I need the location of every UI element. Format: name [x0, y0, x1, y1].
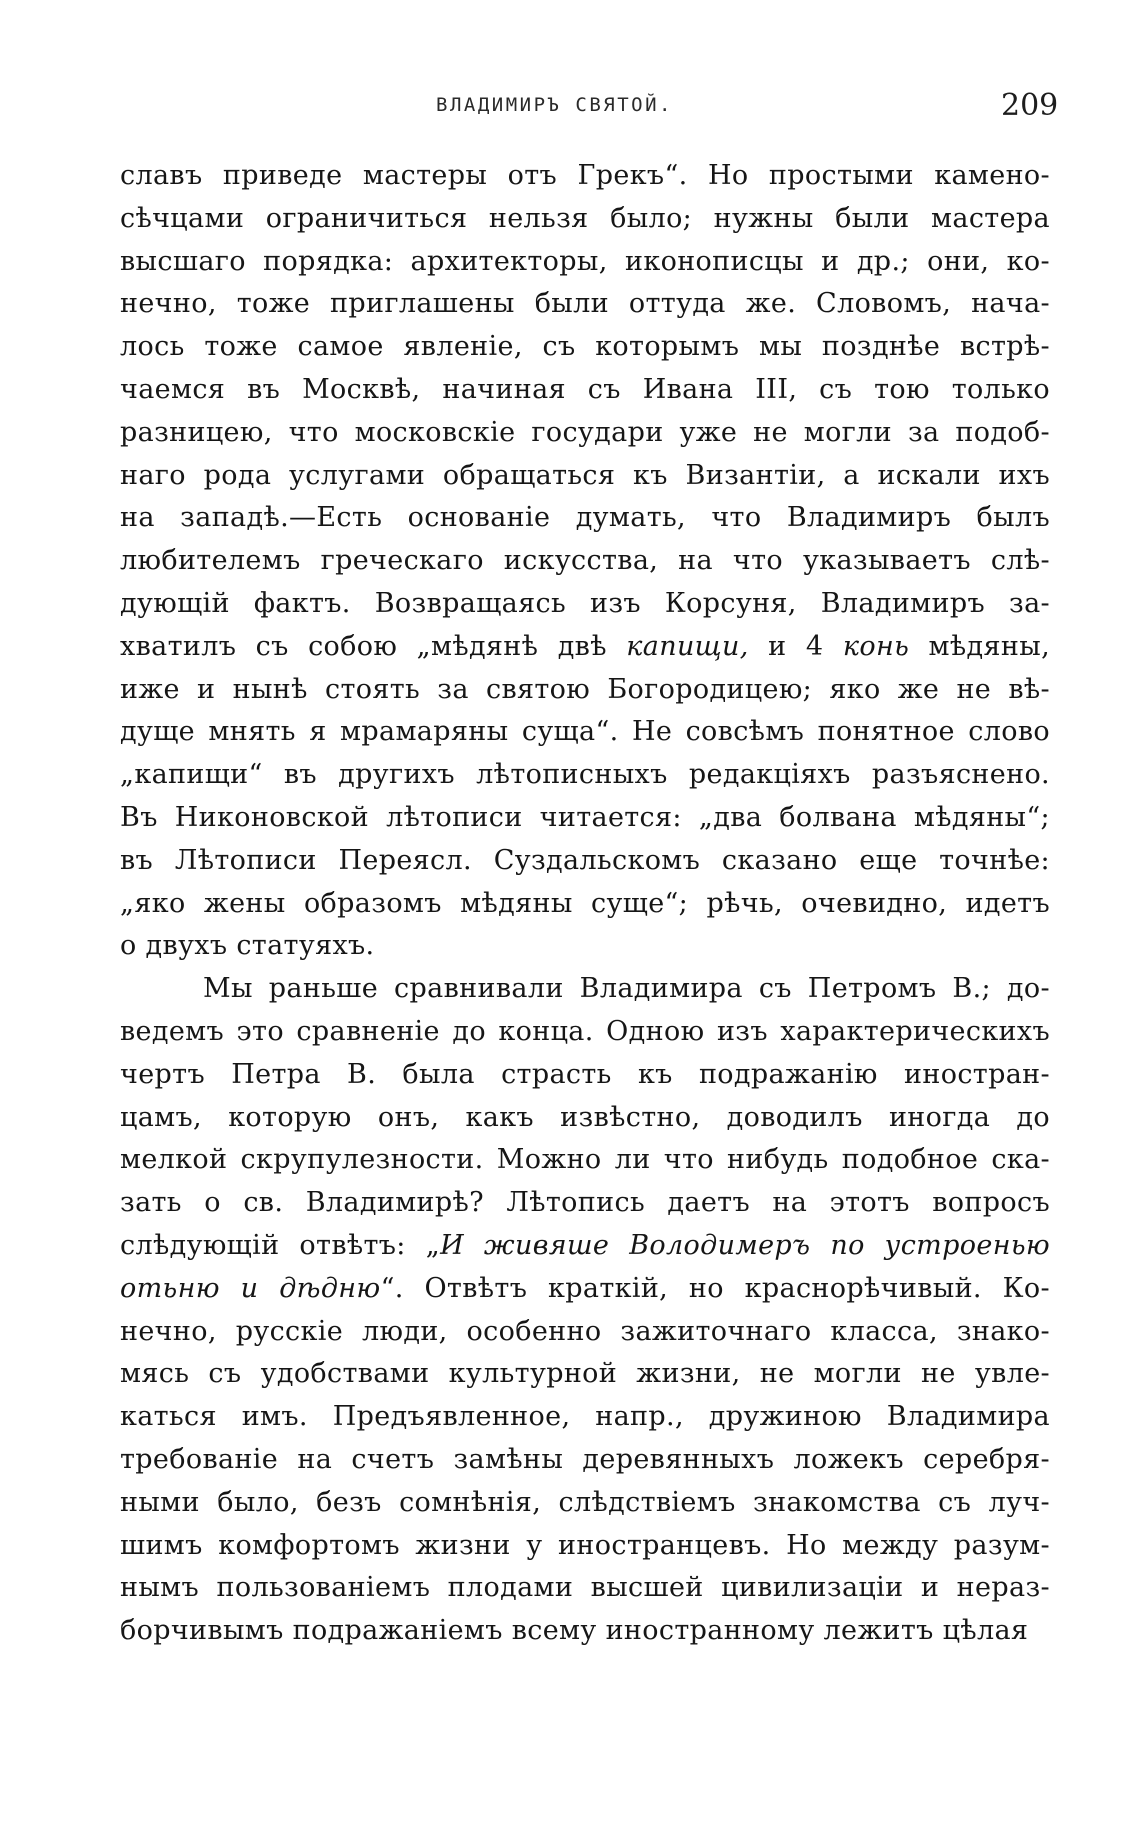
- text-run: Въ Никоновской лѣтописи читается: „два болвана мѣдяны“;: [120, 801, 1050, 833]
- text-run: Мы раньше сравнивали Владимира съ Петромъ В.; до-: [203, 973, 1050, 1005]
- text-run: цамъ, которую онъ, какъ извѣстно, доводилъ иногда до: [120, 1101, 1050, 1133]
- text-run: о двухъ статуяхъ.: [120, 930, 375, 962]
- text-line: [120, 669, 1050, 712]
- text-run: шимъ комфортомъ жизни у иностранцевъ. Но между разум-: [120, 1529, 1050, 1561]
- text-line: [120, 455, 1050, 498]
- text-line: [120, 369, 1050, 412]
- text-line: [120, 711, 1050, 754]
- text-run: зать о св. Владимирѣ? Лѣтопись даетъ на этотъ вопросъ: [120, 1187, 1050, 1219]
- text-run: на западѣ.—Есть основаніе думать, что Владимиръ былъ: [120, 502, 1050, 534]
- text-line: [120, 283, 1050, 326]
- text-run: хватилъ съ собою „мѣдянѣ двѣ: [120, 630, 627, 662]
- text-run: нечно, тоже приглашены были оттуда же. Словомъ, нача-: [120, 288, 1050, 320]
- text-line: [120, 241, 1050, 284]
- text-run: дующій фактъ. Возвращаясь изъ Корсуня, Владимиръ за-: [120, 587, 1050, 619]
- text-line: [120, 1482, 1050, 1525]
- text-run: нымъ пользованіемъ плодами высшей цивилизаціи и нераз-: [120, 1572, 1050, 1604]
- text-run: мелкой скрупулезности. Можно ли что нибудь подобное ска-: [120, 1144, 1050, 1176]
- text-run: наго рода услугами обращаться къ Византіи, а искали ихъ: [120, 459, 1050, 491]
- text-line: [120, 497, 1050, 540]
- text-run: каться имъ. Предъявленное, напр., дружиною Владимира: [120, 1401, 1050, 1433]
- text-run: дуще мнять я мрамаряны суща“. Не совсѣмъ понятное слово: [120, 716, 1050, 748]
- text-line: [120, 754, 1050, 797]
- text-line: [120, 1353, 1050, 1396]
- text-line: [120, 883, 1050, 926]
- text-run: слѣдующій отвѣтъ: „: [120, 1229, 441, 1261]
- italic-quote: отьню и дѣдню: [120, 1272, 381, 1304]
- text-line: [120, 1011, 1050, 1054]
- body-text: [120, 155, 1050, 1653]
- text-run: ными было, безъ сомнѣнія, слѣдствіемъ знакомства съ луч-: [120, 1486, 1050, 1518]
- text-run: мясь съ удобствами культурной жизни, не могли не увле-: [120, 1358, 1050, 1390]
- text-line: [120, 1567, 1050, 1610]
- text-run: славъ приведе мастеры отъ Грекъ“. Но простыми камено-: [120, 160, 1050, 191]
- text-line: [120, 583, 1050, 626]
- text-line: [120, 1054, 1050, 1097]
- italic-quote: И живяше Володимеръ по устроенью: [440, 1229, 1050, 1261]
- text-line: [120, 412, 1050, 455]
- text-run: требованіе на счетъ замѣны деревянныхъ ложекъ серебря-: [120, 1443, 1050, 1475]
- text-run: и 4: [748, 630, 843, 662]
- text-line: [120, 1439, 1050, 1482]
- text-line: [120, 968, 1050, 1011]
- text-line: [120, 626, 1050, 669]
- text-line: [120, 1396, 1050, 1439]
- running-head: [0, 88, 1140, 128]
- text-line: [120, 797, 1050, 840]
- text-run: „яко жены образомъ мѣдяны суще“; рѣчь, очевидно, идетъ: [120, 887, 1050, 919]
- text-run: борчивымъ подражаніемъ всему иностранному лежитъ цѣлая: [120, 1615, 1029, 1647]
- text-run: сѣчцами ограничиться нельзя было; нужны были мастера: [120, 202, 1050, 234]
- text-line: [120, 1182, 1050, 1225]
- text-line: [120, 925, 1050, 968]
- text-line: [120, 1139, 1050, 1182]
- text-line: [120, 198, 1050, 241]
- text-run: разницею, что московскіе государи уже не могли за подоб-: [120, 416, 1050, 448]
- running-title: ВЛАДИМИРЪ СВЯТОЙ.: [436, 94, 673, 116]
- text-line: [120, 540, 1050, 583]
- text-run: нечно, русскіе люди, особенно зажиточнаго класса, знако-: [120, 1315, 1050, 1347]
- text-run: чаемся въ Москвѣ, начиная съ Ивана III, съ тою только: [120, 373, 1050, 405]
- text-line: [120, 1097, 1050, 1140]
- text-run: лось тоже самое явленіе, съ которымъ мы позднѣе встрѣ-: [120, 331, 1050, 363]
- italic-quote: конь: [842, 630, 910, 662]
- text-line: [120, 1225, 1050, 1268]
- text-line: [120, 1525, 1050, 1568]
- text-run: чертъ Петра В. была страсть къ подражанію иностран-: [120, 1058, 1050, 1090]
- italic-quote: капищи,: [626, 630, 749, 662]
- text-run: любителемъ греческаго искусства, на что указываетъ слѣ-: [120, 545, 1050, 577]
- text-line: [120, 326, 1050, 369]
- text-run: въ Лѣтописи Переясл. Суздальскомъ сказано еще точнѣе:: [120, 844, 1050, 876]
- text-run: ведемъ это сравненіе до конца. Одною изъ характерическихъ: [120, 1015, 1050, 1047]
- text-line: [120, 1311, 1050, 1354]
- text-line: [120, 840, 1050, 883]
- text-line: [120, 1268, 1050, 1311]
- page-number: 209: [1001, 88, 1059, 123]
- text-line: [120, 155, 1050, 198]
- text-run: “. Отвѣтъ краткій, но краснорѣчивый. Ко-: [380, 1272, 1050, 1304]
- text-run: иже и нынѣ стоять за святою Богородицею; яко же не вѣ-: [120, 673, 1050, 705]
- text-run: мѣдяны,: [909, 630, 1050, 662]
- text-line: [120, 1610, 1050, 1653]
- text-run: „капищи“ въ другихъ лѣтописныхъ редакціяхъ разъяснено.: [120, 759, 1050, 791]
- text-run: высшаго порядка: архитекторы, иконописцы и др.; они, ко-: [120, 245, 1050, 277]
